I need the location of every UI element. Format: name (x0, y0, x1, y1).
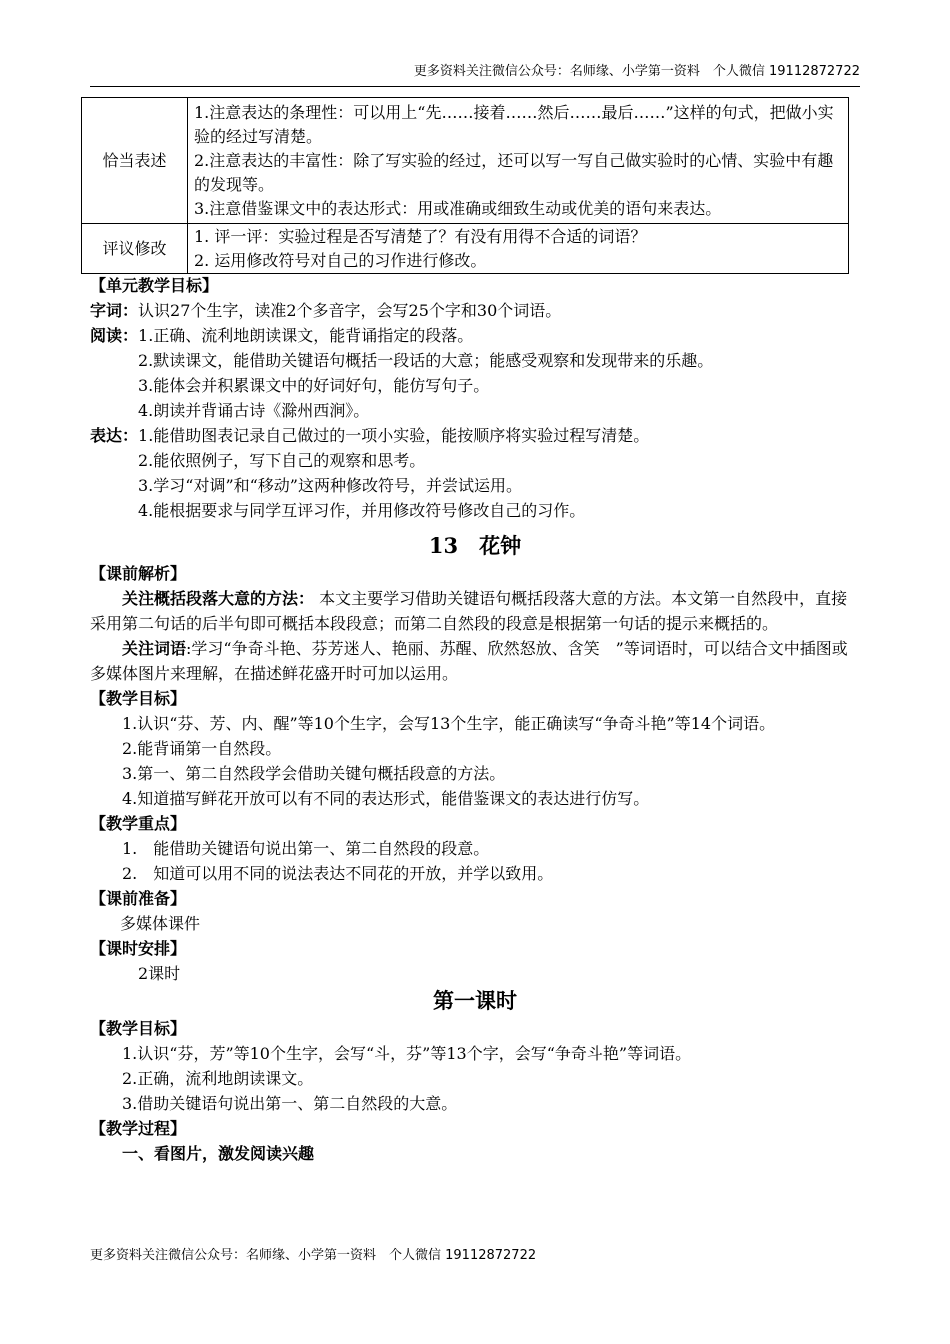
focus-line: 2. 知道可以用不同的说法表达不同花的开放，并学以致用。 (122, 864, 554, 883)
goal-line (90, 423, 860, 448)
table-row (82, 224, 849, 274)
goal-text: 认识27个生字，读准2个多音字，会写25个字和30个词语。 (138, 301, 562, 320)
goal-line: 4.知道描写鲜花开放可以有不同的表达形式，能借鉴课文的表达进行仿写。 (122, 789, 650, 808)
row-line: 3.注意借鉴课文中的表达形式：用或准确或细致生动或优美的语句来表达。 (194, 198, 722, 218)
section-heading: 【单元教学目标】 (90, 276, 219, 295)
section-heading: 【教学目标】 (90, 689, 187, 708)
section-heading: 【教学重点】 (90, 814, 187, 833)
paragraph-text: :学习“争奇斗艳、芬芳迷人、艳丽、苏醒、欣然怒放、含笑 ”等词语时，可以结合文中插图或多媒体图片来理解，在描述鲜花盛开时可加以运用。 (90, 639, 848, 683)
goal-line: 3.学习“对调”和“移动”这两种修改符号，并尝试运用。 (138, 476, 522, 495)
goal-line: 2.默读课文，能借助关键语句概括一段话的大意；能感受观察和发现带来的乐趣。 (138, 351, 714, 370)
goal-line: 1.认识“芬、芳、内、醒”等10个生字，会写13个生字，能正确读写“争奇斗艳”等14个词语。 (122, 714, 776, 733)
row-label: 恰当表述 (82, 98, 188, 224)
goal-line (90, 323, 860, 348)
goal-line: 2.能依照例子，写下自己的观察和思考。 (138, 451, 426, 470)
goal-text: 1.能借助图表记录自己做过的一项小实验，能按顺序将实验过程写清楚。 (138, 426, 650, 445)
row-line: 1. 评一评：实验过程是否写清楚了？有没有用得不合适的词语？ (194, 226, 647, 246)
goal-line: 4.能根据要求与同学互评习作，并用修改符号修改自己的习作。 (138, 501, 586, 520)
goal-label: 表达： (90, 426, 139, 445)
goal-line: 3.能体会并积累课文中的好词好句，能仿写句子。 (138, 376, 490, 395)
goal-text: 1.正确、流利地朗读课文，能背诵指定的段落。 (138, 326, 474, 345)
page-header: 更多资料关注微信公众号：名师缘、小学第一资料 个人微信 19112872722 (90, 64, 860, 87)
row-label: 评议修改 (82, 224, 188, 274)
section-heading: 【教学目标】 (90, 1019, 187, 1038)
row-content (188, 98, 849, 224)
rubric-table (81, 97, 849, 274)
focus-line: 1. 能借助关键语句说出第一、第二自然段的段意。 (122, 839, 490, 858)
goal-line: 4.朗读并背诵古诗《滁州西涧》。 (138, 401, 370, 420)
goal-line: 3.第一、第二自然段学会借助关键句概括段意的方法。 (122, 764, 506, 783)
paragraph (90, 636, 860, 686)
step-heading: 一、看图片，激发阅读兴趣 (122, 1144, 315, 1163)
section-heading: 【课时安排】 (90, 939, 187, 958)
table-row (82, 98, 849, 224)
section-heading: 【课前准备】 (90, 889, 187, 908)
row-line: 2. 运用修改符号对自己的习作进行修改。 (194, 250, 487, 270)
period-title: 第一课时 (433, 988, 517, 1013)
row-line: 2.注意表达的丰富性：除了写实验的经过，还可以写一写自己做实验时的心情、实验中有趣的发现等。 (194, 150, 834, 194)
goal-line: 3.借助关键语句说出第一、第二自然段的大意。 (122, 1094, 458, 1113)
goal-line (90, 298, 860, 323)
goal-label: 阅读： (90, 326, 139, 345)
goal-line: 1.认识“芬，芳”等10个生字，会写“斗，芬”等13个字，会写“争奇斗艳”等词语。 (122, 1044, 692, 1063)
lesson-title: 13 花钟 (428, 533, 522, 558)
section-heading: 【课前解析】 (90, 564, 187, 583)
time-text: 2课时 (138, 964, 181, 983)
goal-line: 2.能背诵第一自然段。 (122, 739, 282, 758)
goal-line: 2.正确，流利地朗读课文。 (122, 1069, 314, 1088)
main-content (90, 273, 860, 1166)
row-line: 1.注意表达的条理性：可以用上“先……接着……然后……最后……”这样的句式，把做小实验的经过写清楚。 (194, 102, 834, 146)
paragraph-text: 本文主要学习借助关键语句概括段落大意的方法。本文第一自然段中，直接采用第二句话的后半句即可概括本段段意；而第二自然段的段意是根据第一句话的提示来概括的。 (90, 589, 848, 633)
prep-text: 多媒体课件 (120, 914, 201, 933)
paragraph-lead: 关注词语 (122, 639, 187, 658)
paragraph-lead: 关注概括段落大意的方法： (122, 589, 315, 608)
goal-label: 字词： (90, 301, 139, 320)
paragraph (90, 586, 860, 636)
row-content (188, 224, 849, 274)
section-heading: 【教学过程】 (90, 1119, 187, 1138)
page-footer: 更多资料关注微信公众号：名师缘、小学第一资料 个人微信 19112872722 (90, 1248, 537, 1263)
